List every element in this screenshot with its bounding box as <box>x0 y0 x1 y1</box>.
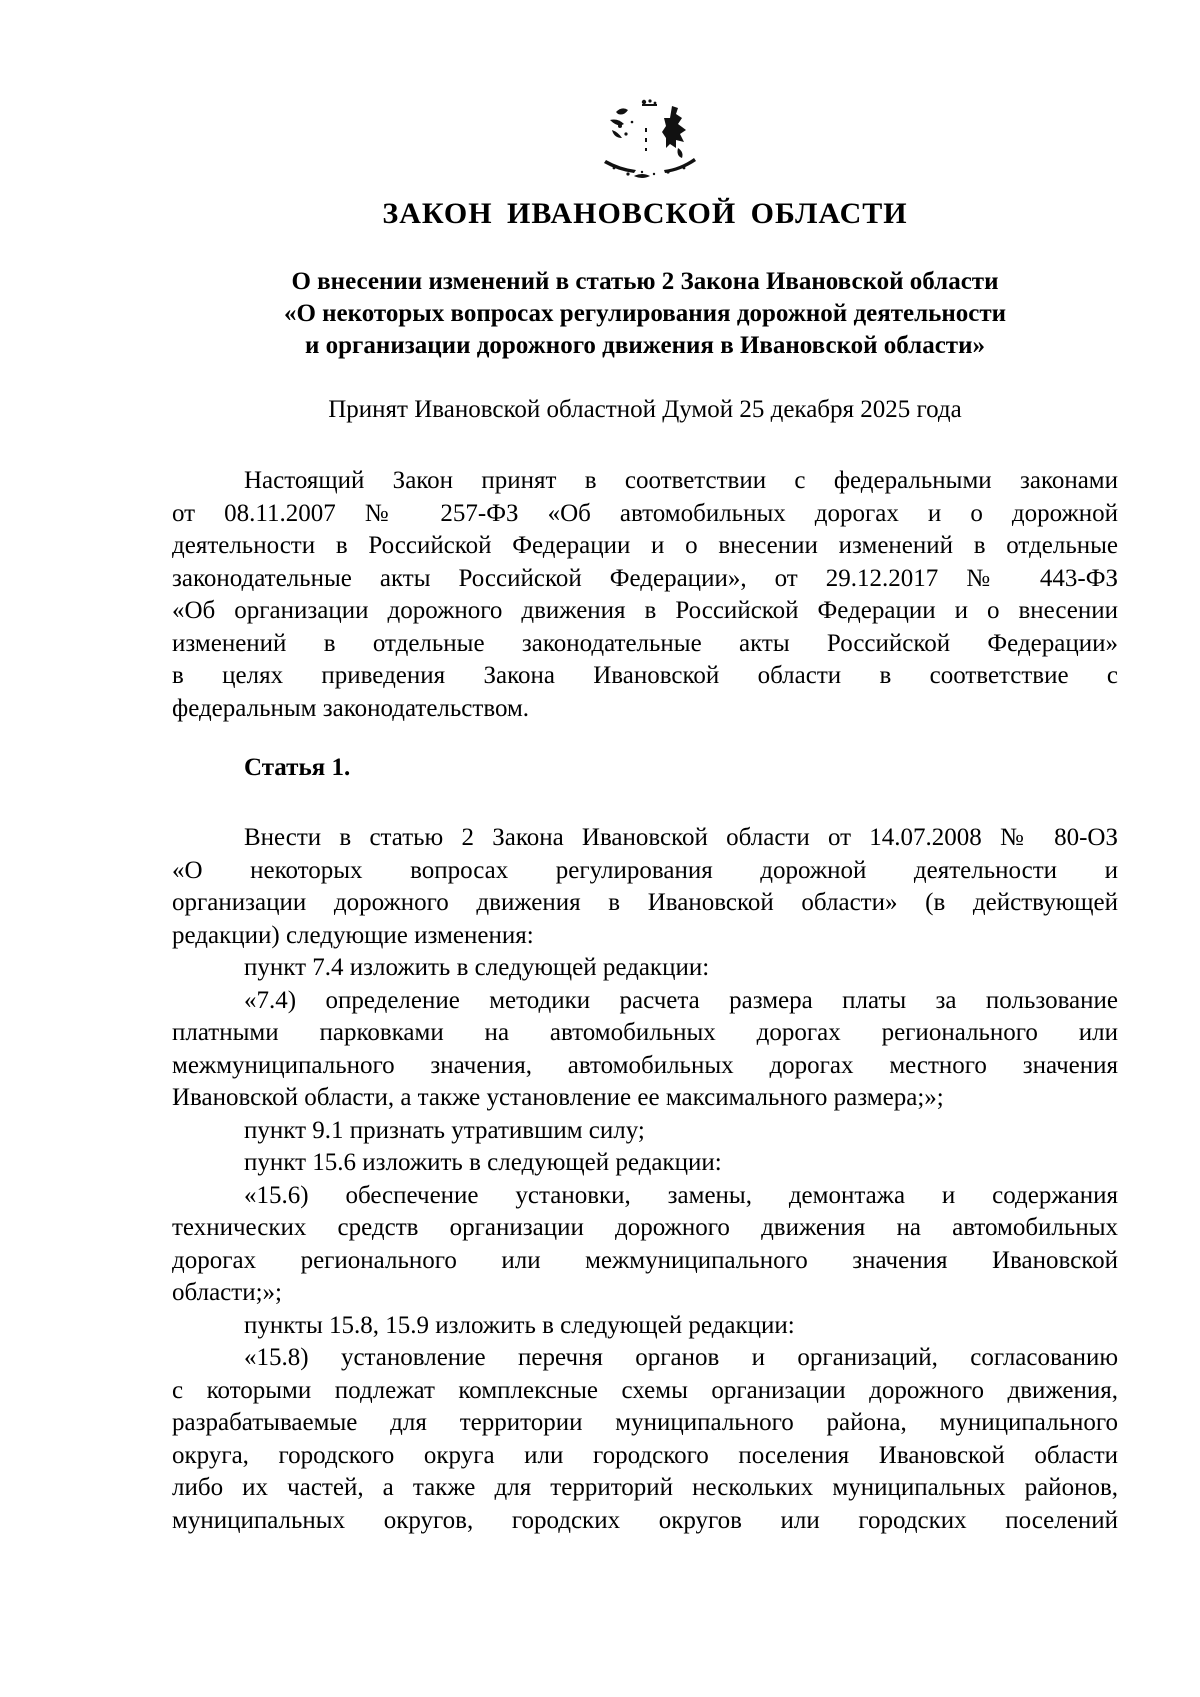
subtitle-line: «О некоторых вопросах регулирования дорожной деятельности <box>283 300 1007 327</box>
preamble-line: «Об организации дорожного движения в Российской Федерации и о внесении <box>172 597 1118 624</box>
article-line: области;»; <box>172 1279 282 1306</box>
article-line: пункты 15.8, 15.9 изложить в следующей редакции: <box>244 1311 795 1339</box>
preamble-line: законодательные акты Российской Федерации», от 29.12.2017 № 443-ФЗ <box>172 564 1118 592</box>
article-line: с которыми подлежат комплексные схемы организации дорожного движения, <box>172 1376 1118 1404</box>
law-subtitle <box>172 266 1118 362</box>
preamble-line: в целях приведения Закона Ивановской области в соответствие с <box>172 662 1118 689</box>
article-line: «7.4) определение методики расчета размера платы за пользование <box>244 986 1118 1014</box>
article-line: пункт 9.1 признать утратившим силу; <box>244 1116 645 1144</box>
article-line: дорогах регионального или межмуниципального значения Ивановской <box>172 1246 1118 1274</box>
article-line: муниципальных округов, городских округов или городских поселений <box>172 1506 1118 1534</box>
preamble <box>172 465 1118 725</box>
coat-of-arms-icon <box>598 98 702 182</box>
article-line: пункт 7.4 изложить в следующей редакции: <box>244 954 710 981</box>
subtitle-line: и организации дорожного движения в Ивановской области» <box>305 332 985 359</box>
article-line: Ивановской области, а также установление ее максимального размера;»; <box>172 1084 944 1111</box>
preamble-line: деятельности в Российской Федерации и о внесении изменений в отдельные <box>172 532 1118 559</box>
article-line: округа, городского округа или городского поселения Ивановской области <box>172 1441 1118 1469</box>
article-line: межмуниципального значения, автомобильных дорогах местного значения <box>172 1051 1118 1079</box>
article-line: «15.6) обеспечение установки, замены, демонтажа и содержания <box>244 1181 1118 1209</box>
subtitle-line: О внесении изменений в статью 2 Закона Ивановской области <box>291 268 999 295</box>
article-line: редакции) следующие изменения: <box>172 921 534 949</box>
article-line: технических средств организации дорожного движения на автомобильных <box>172 1214 1118 1241</box>
preamble-line: от 08.11.2007 № 257-ФЗ «Об автомобильных дорогах и о дорожной <box>172 499 1118 527</box>
article-line: «15.8) установление перечня органов и организаций, согласованию <box>244 1344 1118 1371</box>
article-line: разрабатываемые для территории муниципального района, муниципального <box>172 1409 1118 1436</box>
preamble-line: федеральным законодательством. <box>172 694 530 722</box>
article-line: пункт 15.6 изложить в следующей редакции: <box>244 1149 722 1176</box>
adoption-line: Принят Ивановской областной Думой 25 декабря 2025 года <box>328 396 962 423</box>
article-line: «О некоторых вопросах регулирования дорожной деятельности и <box>172 856 1118 884</box>
article-line: организации дорожного движения в Ивановской области» (в действующей <box>172 889 1118 916</box>
article-line: либо их частей, а также для территорий нескольких муниципальных районов, <box>172 1474 1118 1501</box>
law-title: ЗАКОН ИВАНОВСКОЙ ОБЛАСТИ <box>382 197 908 230</box>
article-line: платными парковками на автомобильных дорогах регионального или <box>172 1019 1118 1046</box>
preamble-line: Настоящий Закон принят в соответствии с федеральными законами <box>244 467 1118 494</box>
article-line: Внести в статью 2 Закона Ивановской области от 14.07.2008 № 80-ОЗ <box>244 824 1118 851</box>
article-heading: Статья 1. <box>244 754 351 781</box>
preamble-line: изменений в отдельные законодательные акты Российской Федерации» <box>172 629 1118 657</box>
article-body <box>172 822 1118 1537</box>
